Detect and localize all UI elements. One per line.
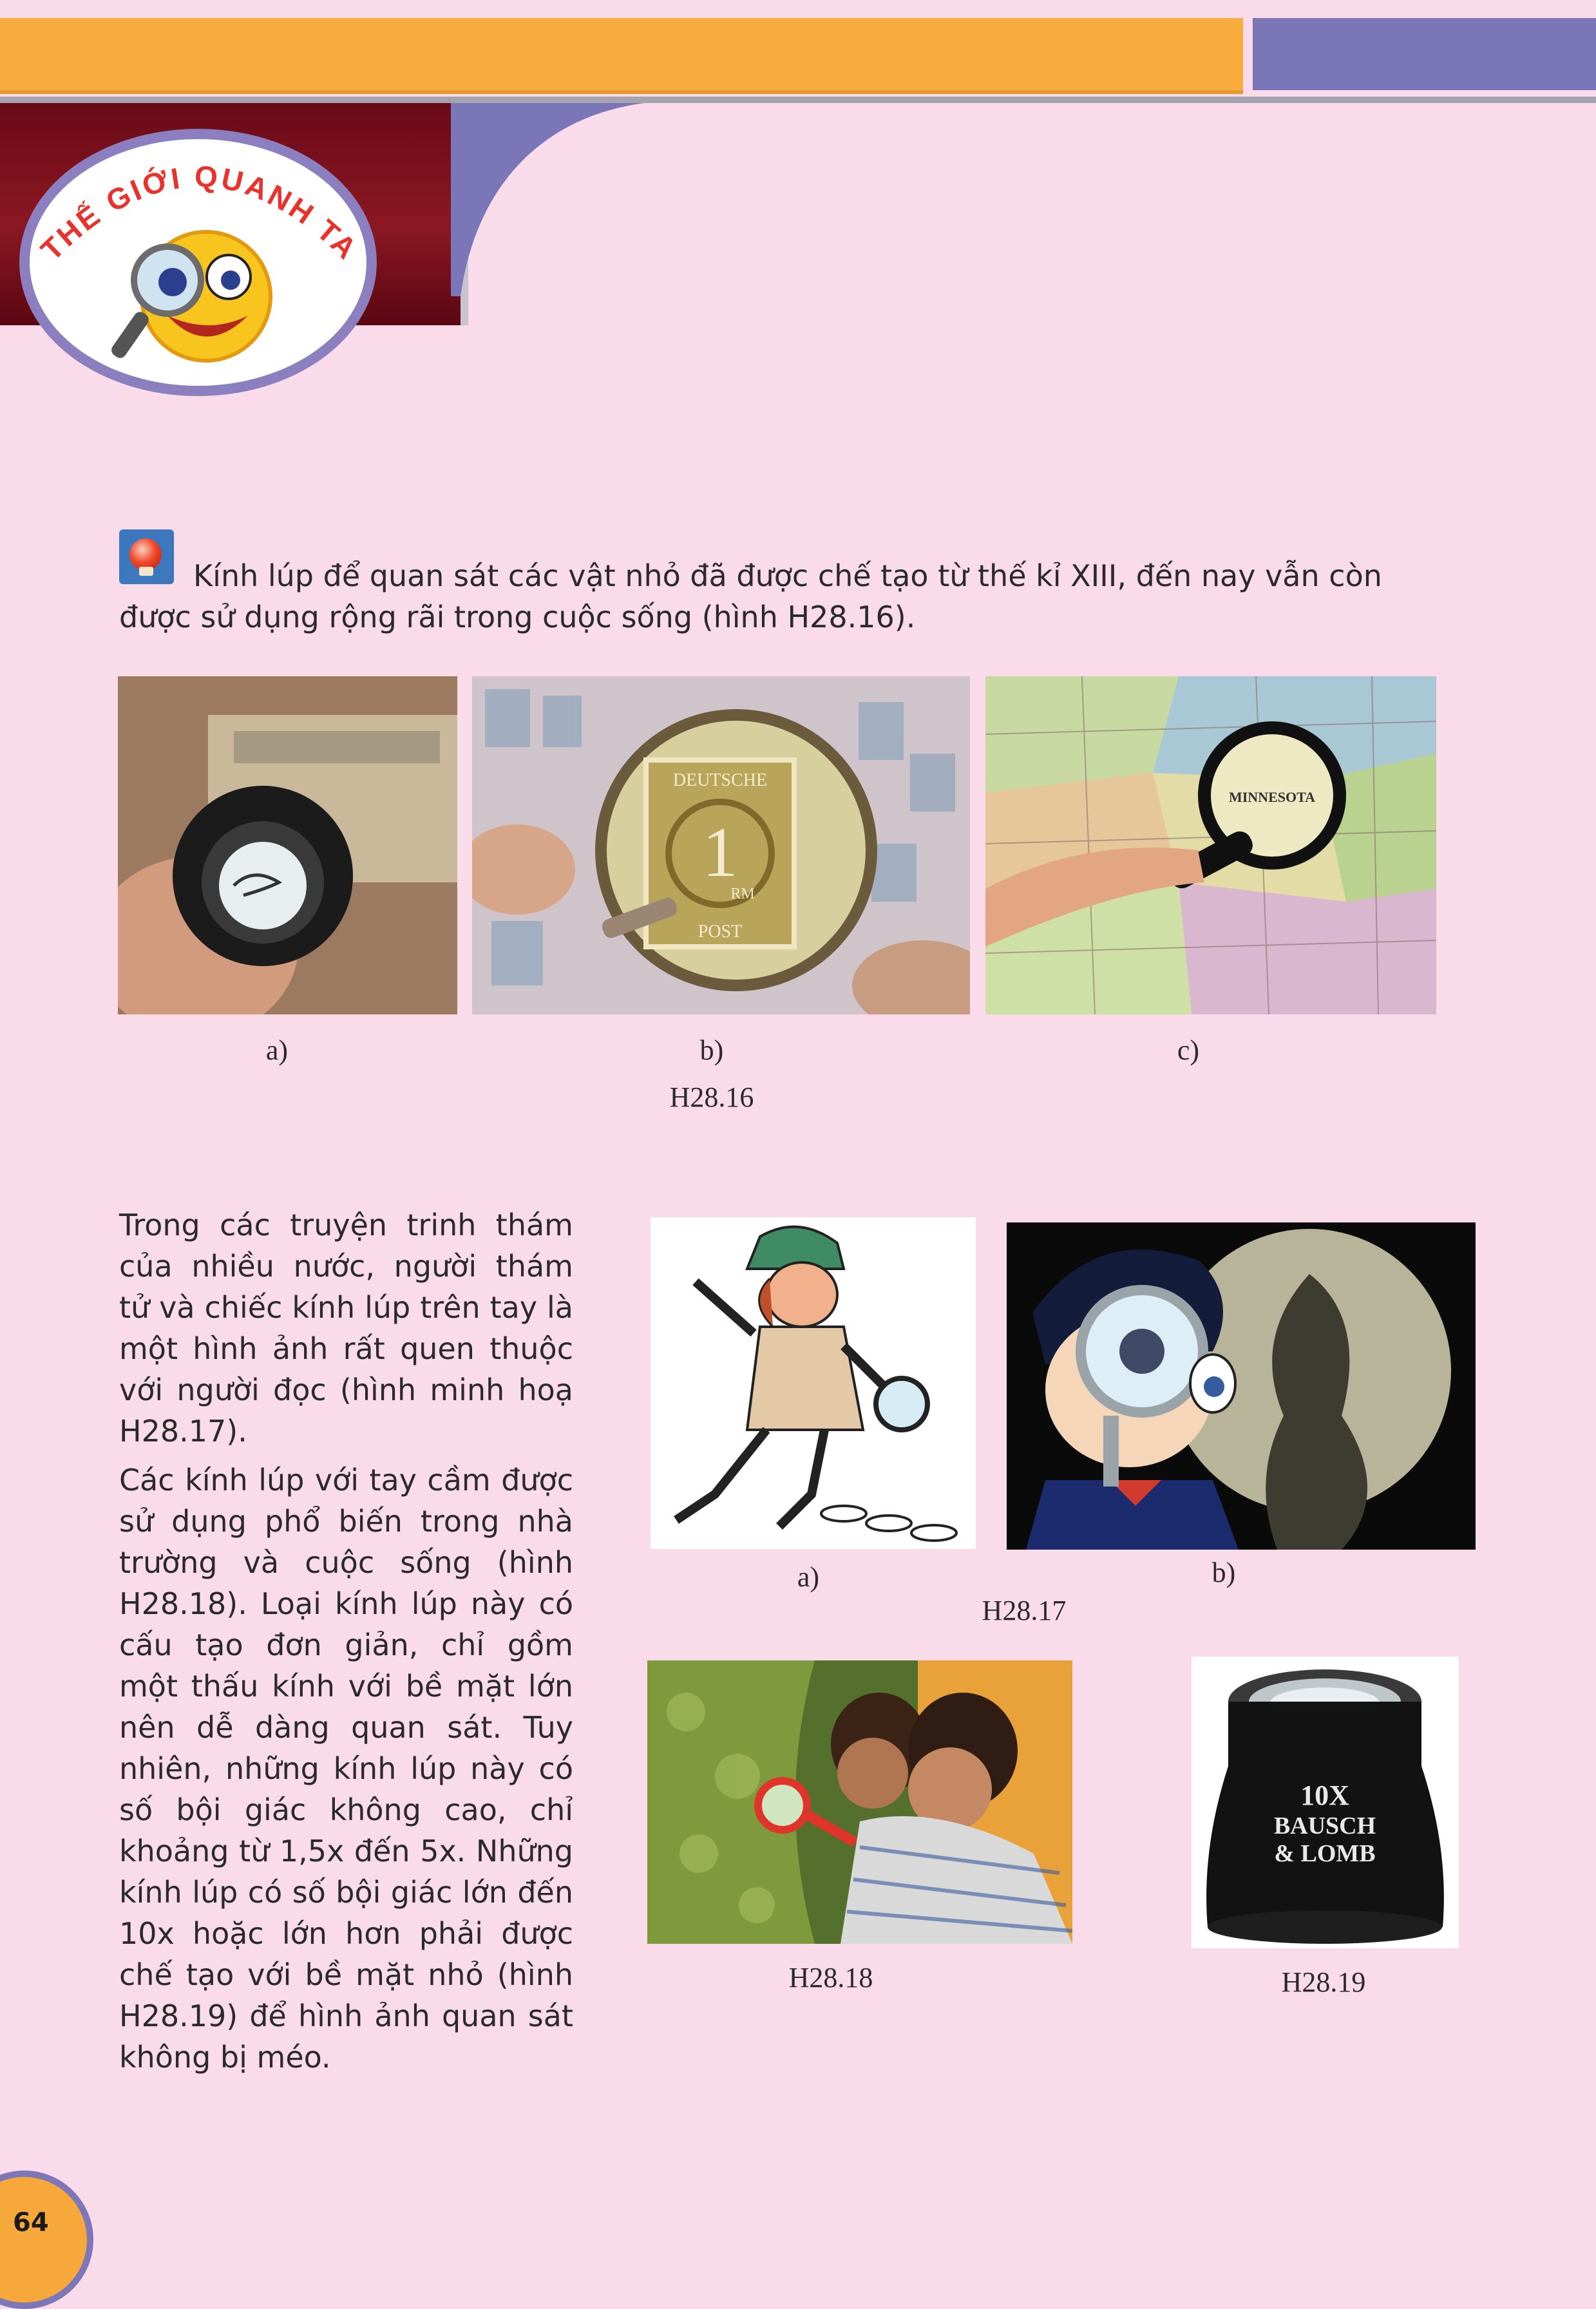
figure-label-c: c)	[1177, 1034, 1200, 1066]
photo-children-magnifier	[647, 1660, 1072, 1944]
header-orange-bar	[0, 18, 1243, 94]
photo-loupe-banknote	[118, 676, 457, 1014]
figure-caption-h2819: H28.19	[1281, 1966, 1366, 1998]
loupe-magnification-text: 10X	[1300, 1780, 1349, 1811]
figure-label-b: b)	[1211, 1557, 1236, 1588]
header-divider	[0, 97, 1596, 103]
illustration-cartoon-detective	[651, 1217, 976, 1549]
figure-label-b: b)	[699, 1034, 724, 1066]
figure-caption-h2816: H28.16	[669, 1081, 754, 1113]
banner-title-text: THẾ GIỚI QUANH TA	[34, 159, 365, 267]
magnifier-smiley-icon	[97, 213, 290, 374]
photo-magnifier-map	[985, 676, 1436, 1014]
loupe-brand-text-2: & LOMB	[1274, 1840, 1376, 1867]
stamp-unit: RM	[730, 886, 755, 902]
figure-caption-h2818: H28.18	[788, 1962, 873, 1993]
intro-paragraph: Kính lúp để quan sát các vật nhỏ đã được chế tạo từ thế kỉ XIII, đến nay vẫn còn được sử dụng rộng rãi trong cuộc sống (hình H28.16).	[119, 558, 1382, 634]
illustration-anime-detective	[1007, 1222, 1476, 1550]
stamp-number: 1	[702, 813, 738, 891]
stamp-top-text: DEUTSCHE	[672, 770, 768, 790]
page-number: 64	[13, 2208, 49, 2238]
loupe-brand-text: BAUSCH	[1273, 1812, 1376, 1839]
map-state-label: MINNESOTA	[1228, 789, 1316, 805]
header-purple-bar	[1253, 18, 1596, 90]
figure-caption-h2817: H28.17	[982, 1595, 1067, 1626]
paragraph-magnifier-types: Các kính lúp với tay cầm được sử dụng phổ biến trong nhà trường và cuộc sống (hình H28.18). Loại kính lúp này có cấu tạo đơn giản, chỉ gồm một thấu kính với bề mặt lớn nên dễ dàng quan sát. Tuy nhiên, những kính lúp này có số bội giác không cao, chỉ khoảng từ 1,5x đến 5x. Những kính lúp có số bội giác lớn đến 10x hoặc lớn hơn phải được chế tạo với bề mặt nhỏ (hình H28.19) để hình ảnh quan sát không bị méo.	[119, 1463, 573, 2075]
figure-label-a: a)	[797, 1561, 820, 1593]
photo-magnifier-stamp	[472, 676, 970, 1014]
page-number-badge	[0, 2171, 93, 2309]
photo-loupe-10x	[1192, 1657, 1459, 1948]
banner-curve-decoration	[451, 103, 644, 296]
figure-label-a: a)	[265, 1034, 289, 1066]
detective-paragraphs	[119, 1204, 573, 2086]
paragraph-detective: Trong các truyện trinh thám của nhiều nước, người thám tử và chiếc kính lúp trên tay là một hình ảnh rất quen thuộc với người đọc (hình minh hoạ H28.17).	[119, 1208, 573, 1449]
stamp-bottom-text: POST	[698, 922, 743, 942]
